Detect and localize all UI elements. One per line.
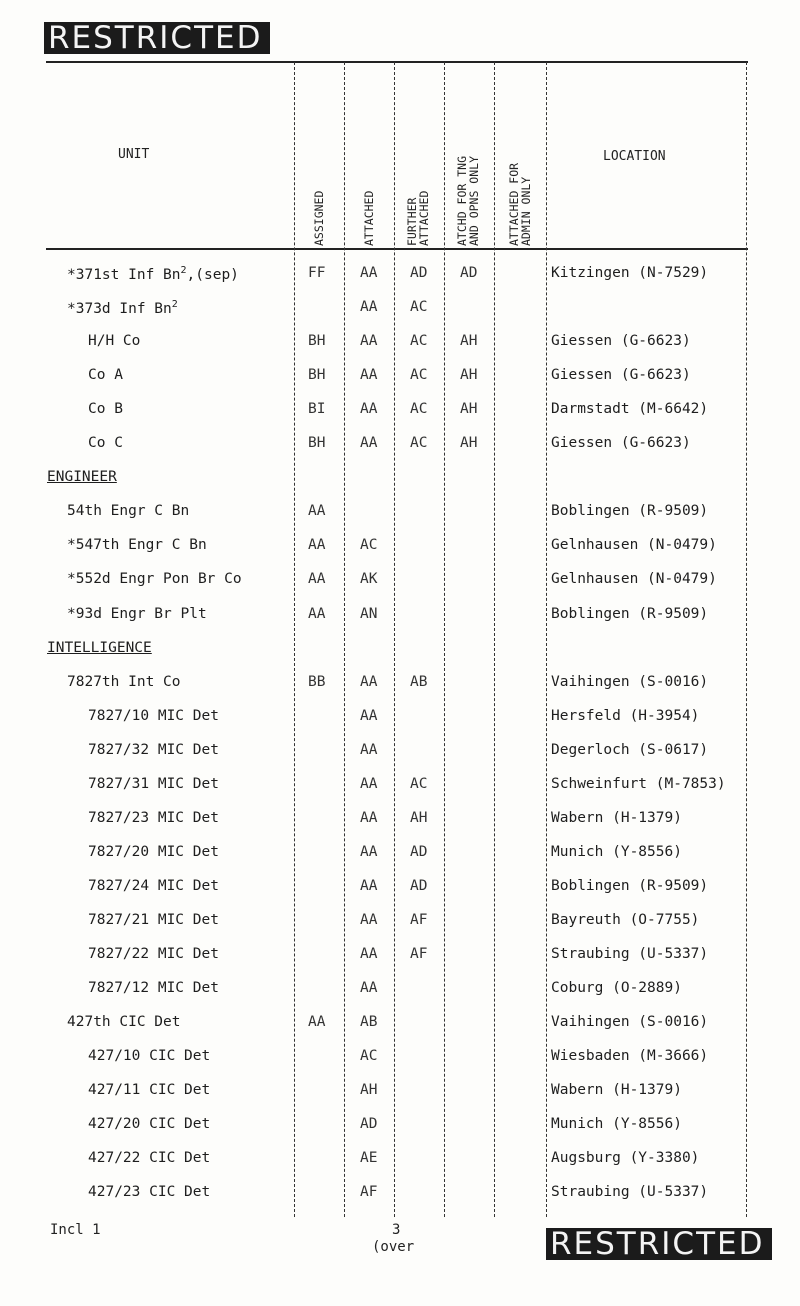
unit-cell	[88, 980, 219, 996]
attached-cell: AA	[360, 844, 378, 860]
unit-cell	[88, 367, 123, 383]
location-cell: Vaihingen (S-0016)	[551, 1014, 709, 1030]
assigned-cell: BH	[308, 367, 326, 383]
unit-name: 7827/12 MIC Det	[88, 980, 219, 996]
attached-cell: AA	[360, 742, 378, 758]
unit-name: 7827/24 MIC Det	[88, 878, 219, 894]
attached-cell: AC	[360, 537, 378, 553]
atchd-tng-cell: AD	[460, 265, 478, 281]
divider-tng-admin	[494, 62, 495, 1217]
location-cell: Kitzingen (N-7529)	[551, 265, 709, 281]
location-cell: Wabern (H-1379)	[551, 810, 682, 826]
location-cell: Hersfeld (H-3954)	[551, 708, 700, 724]
unit-cell	[88, 946, 219, 962]
unit-cell	[88, 810, 219, 826]
footnote-marker: 2	[180, 265, 187, 276]
location-cell: Augsburg (Y-3380)	[551, 1150, 700, 1166]
attached-cell: AF	[360, 1184, 378, 1200]
unit-cell	[88, 776, 219, 792]
unit-name: *371st Inf Bn	[67, 266, 181, 283]
assigned-cell: AA	[308, 571, 326, 587]
location-cell: Munich (Y-8556)	[551, 1116, 682, 1132]
further-attached-cell: AC	[410, 776, 428, 792]
unit-cell	[88, 742, 219, 758]
header-attached: ATTACHED	[362, 190, 376, 246]
unit-name: 7827/31 MIC Det	[88, 776, 219, 792]
unit-cell	[88, 435, 123, 451]
restricted-stamp-bottom: RESTRICTED	[546, 1228, 772, 1260]
assigned-cell: BH	[308, 435, 326, 451]
restricted-stamp-top: RESTRICTED	[44, 22, 270, 54]
location-cell: Straubing (U-5337)	[551, 1184, 709, 1200]
table-right-edge	[746, 62, 747, 1217]
further-attached-cell: AB	[410, 674, 428, 690]
atchd-tng-cell: AH	[460, 435, 478, 451]
header-further-attached: FURTHER ATTACHED	[405, 190, 431, 246]
unit-cell	[67, 674, 181, 690]
assigned-cell: BI	[308, 401, 326, 417]
location-cell: Degerloch (S-0617)	[551, 742, 709, 758]
further-attached-cell: AH	[410, 810, 428, 826]
attached-cell: AA	[360, 401, 378, 417]
location-cell: Boblingen (R-9509)	[551, 606, 709, 622]
location-cell: Coburg (O-2889)	[551, 980, 682, 996]
location-cell: Giessen (G-6623)	[551, 435, 691, 451]
header-unit: UNIT	[118, 147, 150, 162]
assigned-cell: AA	[308, 537, 326, 553]
unit-name: 54th Engr C Bn	[67, 503, 190, 519]
location-cell: Munich (Y-8556)	[551, 844, 682, 860]
further-attached-cell: AF	[410, 912, 428, 928]
further-attached-cell: AF	[410, 946, 428, 962]
unit-name: Co C	[88, 435, 123, 451]
attached-cell: AA	[360, 946, 378, 962]
location-cell: Gelnhausen (N-0479)	[551, 537, 717, 553]
unit-name: H/H Co	[88, 333, 141, 349]
unit-cell	[88, 912, 219, 928]
unit-cell	[88, 1048, 210, 1064]
location-cell: Gelnhausen (N-0479)	[551, 571, 717, 587]
page-number: 3	[392, 1222, 401, 1238]
attached-cell: AA	[360, 299, 378, 315]
location-cell: Boblingen (R-9509)	[551, 503, 709, 519]
unit-cell	[67, 571, 242, 587]
header-location: LOCATION	[603, 149, 666, 164]
attached-cell: AA	[360, 912, 378, 928]
unit-name: 7827/20 MIC Det	[88, 844, 219, 860]
attached-cell: AA	[360, 980, 378, 996]
atchd-tng-cell: AH	[460, 401, 478, 417]
divider-unit-assigned	[294, 62, 295, 1217]
attached-cell: AA	[360, 776, 378, 792]
unit-name: *373d Inf Bn	[67, 300, 172, 317]
header-atchd-for-tng: ATCHD FOR TNG AND OPNS ONLY	[455, 155, 481, 246]
location-cell: Giessen (G-6623)	[551, 367, 691, 383]
unit-name: 7827/22 MIC Det	[88, 946, 219, 962]
unit-name: 7827/10 MIC Det	[88, 708, 219, 724]
location-cell: Giessen (G-6623)	[551, 333, 691, 349]
unit-name: 7827th Int Co	[67, 674, 181, 690]
unit-name: 427/23 CIC Det	[88, 1184, 211, 1200]
unit-name: 7827/21 MIC Det	[88, 912, 219, 928]
further-attached-cell: AD	[410, 878, 428, 894]
further-attached-cell: AC	[410, 299, 428, 315]
assigned-cell: AA	[308, 503, 326, 519]
further-attached-cell: AC	[410, 333, 428, 349]
unit-cell	[88, 708, 219, 724]
unit-name: 427/20 CIC Det	[88, 1116, 211, 1132]
unit-cell	[88, 844, 219, 860]
footnote-marker: 2	[171, 299, 178, 310]
assigned-cell: AA	[308, 606, 326, 622]
unit-cell	[67, 537, 207, 553]
attached-cell: AB	[360, 1014, 378, 1030]
unit-cell	[67, 503, 189, 519]
attached-cell: AD	[360, 1116, 378, 1132]
attached-cell: AA	[360, 708, 378, 724]
unit-cell	[88, 1150, 210, 1166]
further-attached-cell: AD	[410, 265, 428, 281]
unit-name: *93d Engr Br Plt	[67, 606, 207, 622]
attached-cell: AA	[360, 878, 378, 894]
unit-name: 427th CIC Det	[67, 1014, 181, 1030]
location-cell: Straubing (U-5337)	[551, 946, 709, 962]
attached-cell: AA	[360, 367, 378, 383]
unit-cell	[88, 1082, 210, 1098]
further-attached-cell: AC	[410, 435, 428, 451]
unit-cell	[67, 606, 207, 622]
unit-name: 427/22 CIC Det	[88, 1150, 211, 1166]
unit-cell	[88, 1184, 210, 1200]
unit-name: *547th Engr C Bn	[67, 537, 207, 553]
unit-name: 7827/32 MIC Det	[88, 742, 219, 758]
unit-suffix: ,(sep)	[186, 266, 239, 283]
location-cell: Wiesbaden (M-3666)	[551, 1048, 709, 1064]
attached-cell: AH	[360, 1082, 378, 1098]
attached-cell: AA	[360, 265, 378, 281]
attached-cell: AA	[360, 810, 378, 826]
assigned-cell: BB	[308, 674, 326, 690]
location-cell: Bayreuth (O-7755)	[551, 912, 700, 928]
section-heading	[47, 469, 117, 485]
further-attached-cell: AD	[410, 844, 428, 860]
divider-assigned-attached	[344, 62, 345, 1217]
location-cell: Vaihingen (S-0016)	[551, 674, 709, 690]
attached-cell: AA	[360, 333, 378, 349]
unit-name: 7827/23 MIC Det	[88, 810, 219, 826]
atchd-tng-cell: AH	[460, 367, 478, 383]
unit-name: 427/11 CIC Det	[88, 1082, 211, 1098]
attached-cell: AK	[360, 571, 378, 587]
section-heading	[47, 640, 152, 656]
location-cell: Darmstadt (M-6642)	[551, 401, 709, 417]
attached-cell: AE	[360, 1150, 378, 1166]
header-assigned: ASSIGNED	[312, 190, 326, 246]
unit-name: Co B	[88, 401, 123, 417]
location-cell: Schweinfurt (M-7853)	[551, 776, 726, 792]
divider-further-tng	[444, 62, 445, 1217]
unit-name: INTELLIGENCE	[47, 640, 152, 656]
header-attached-for-admin: ATTACHED FOR ADMIN ONLY	[507, 162, 533, 246]
atchd-tng-cell: AH	[460, 333, 478, 349]
unit-name: *552d Engr Pon Br Co	[67, 571, 242, 587]
unit-cell	[67, 1014, 181, 1030]
assigned-cell: AA	[308, 1014, 326, 1030]
unit-cell	[88, 878, 219, 894]
attached-cell: AC	[360, 1048, 378, 1064]
unit-name: ENGINEER	[47, 469, 117, 485]
unit-cell	[67, 299, 178, 317]
attached-cell: AA	[360, 674, 378, 690]
unit-cell	[88, 1116, 210, 1132]
over-note: (over	[372, 1239, 415, 1255]
further-attached-cell: AC	[410, 401, 428, 417]
attached-cell: AN	[360, 606, 378, 622]
table-top-rule	[46, 61, 748, 63]
assigned-cell: FF	[308, 265, 326, 281]
location-cell: Wabern (H-1379)	[551, 1082, 682, 1098]
enclosure-label: Incl 1	[50, 1222, 101, 1238]
unit-name: Co A	[88, 367, 123, 383]
unit-cell	[67, 265, 239, 283]
assigned-cell: BH	[308, 333, 326, 349]
unit-cell	[88, 401, 123, 417]
further-attached-cell: AC	[410, 367, 428, 383]
header-bottom-rule	[46, 248, 748, 250]
unit-name: 427/10 CIC Det	[88, 1048, 211, 1064]
attached-cell: AA	[360, 435, 378, 451]
divider-admin-location	[546, 62, 547, 1217]
unit-cell	[88, 333, 140, 349]
divider-attached-further	[394, 62, 395, 1217]
location-cell: Boblingen (R-9509)	[551, 878, 709, 894]
